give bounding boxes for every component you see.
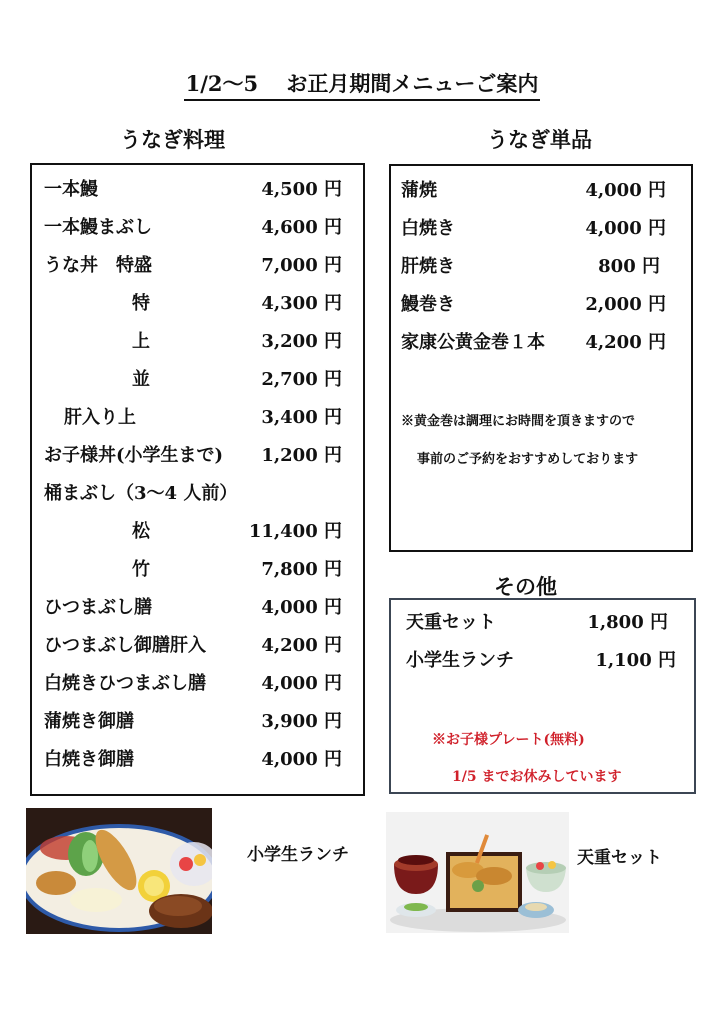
kids-lunch-photo	[26, 808, 212, 934]
item-label: お子様丼(小学生まで)	[44, 445, 224, 466]
item-price: 4,000 円	[585, 180, 666, 201]
item-price: 2,700 円	[261, 369, 342, 390]
item-label: 一本鰻まぶし	[44, 217, 152, 238]
golden-roll-note-line1: ※黄金巻は調理にお時間を頂きますので	[401, 414, 636, 429]
item-price: 4,000 円	[261, 597, 342, 618]
item-price: 3,200 円	[261, 331, 342, 352]
item-label: 肝入り上	[64, 407, 136, 428]
item-price: 1,200 円	[261, 445, 342, 466]
item-label: 天重セット	[406, 612, 496, 633]
item-label: 白焼き御膳	[44, 749, 134, 770]
item-label: 並	[132, 369, 150, 390]
page-title	[0, 68, 724, 101]
eel-single-box	[389, 164, 693, 552]
item-price: 4,500 円	[261, 179, 342, 200]
item-label: 小学生ランチ	[406, 650, 514, 671]
tenju-set-caption: 天重セット	[577, 848, 662, 868]
item-price: 4,000 円	[261, 673, 342, 694]
item-label: ひつまぶし膳	[44, 597, 152, 618]
item-label: 竹	[132, 559, 150, 580]
item-price: 11,400 円	[248, 521, 342, 542]
item-label: 一本鰻	[44, 179, 98, 200]
kids-lunch-caption: 小学生ランチ	[247, 845, 349, 865]
item-price: 4,600 円	[261, 217, 342, 238]
item-label: 家康公黄金巻１本	[401, 332, 545, 353]
item-label: 蒲焼	[401, 180, 437, 201]
item-price: 800 円	[598, 256, 660, 277]
item-label: ひつまぶし御膳肝入	[44, 635, 206, 656]
item-price: 4,300 円	[261, 293, 342, 314]
item-price: 4,200 円	[585, 332, 666, 353]
item-label: 肝焼き	[401, 256, 455, 277]
tenju-set-image	[386, 812, 569, 933]
item-price: 4,000 円	[585, 218, 666, 239]
item-price: 4,000 円	[261, 749, 342, 770]
item-label: 特	[132, 293, 150, 314]
eel-single-heading: うなぎ単品	[487, 127, 592, 152]
item-label: 蒲焼き御膳	[44, 711, 134, 732]
item-price: 1,100 円	[595, 650, 676, 671]
item-price: 1,800 円	[587, 612, 668, 633]
item-price: 2,000 円	[585, 294, 666, 315]
item-price: 4,200 円	[261, 635, 342, 656]
other-box	[389, 598, 696, 794]
eel-dishes-heading: うなぎ料理	[120, 127, 225, 152]
item-price: 7,800 円	[261, 559, 342, 580]
kids-plate-closed-notice: 1/5 までお休みしています	[452, 769, 622, 785]
title-text: 1/2～5 お正月期間メニューご案内	[184, 68, 541, 101]
other-heading: その他	[494, 574, 557, 599]
item-price: 3,900 円	[261, 711, 342, 732]
kids-lunch-image	[26, 808, 212, 934]
eel-dishes-box	[30, 163, 365, 796]
item-price: 3,400 円	[261, 407, 342, 428]
item-label: 白焼きひつまぶし膳	[44, 673, 206, 694]
golden-roll-note-line2: 事前のご予約をおすすめしております	[417, 452, 639, 467]
item-label: 鰻巻き	[401, 294, 455, 315]
item-price: 7,000 円	[261, 255, 342, 276]
item-label: 白焼き	[401, 218, 455, 239]
item-label: 桶まぶし（3～4 人前）	[44, 483, 238, 504]
item-label: うな丼 特盛	[44, 255, 152, 276]
kids-plate-notice: ※お子様プレート(無料)	[432, 732, 585, 748]
tenju-set-photo	[386, 812, 569, 933]
item-label: 松	[132, 521, 150, 542]
item-label: 上	[132, 331, 150, 352]
